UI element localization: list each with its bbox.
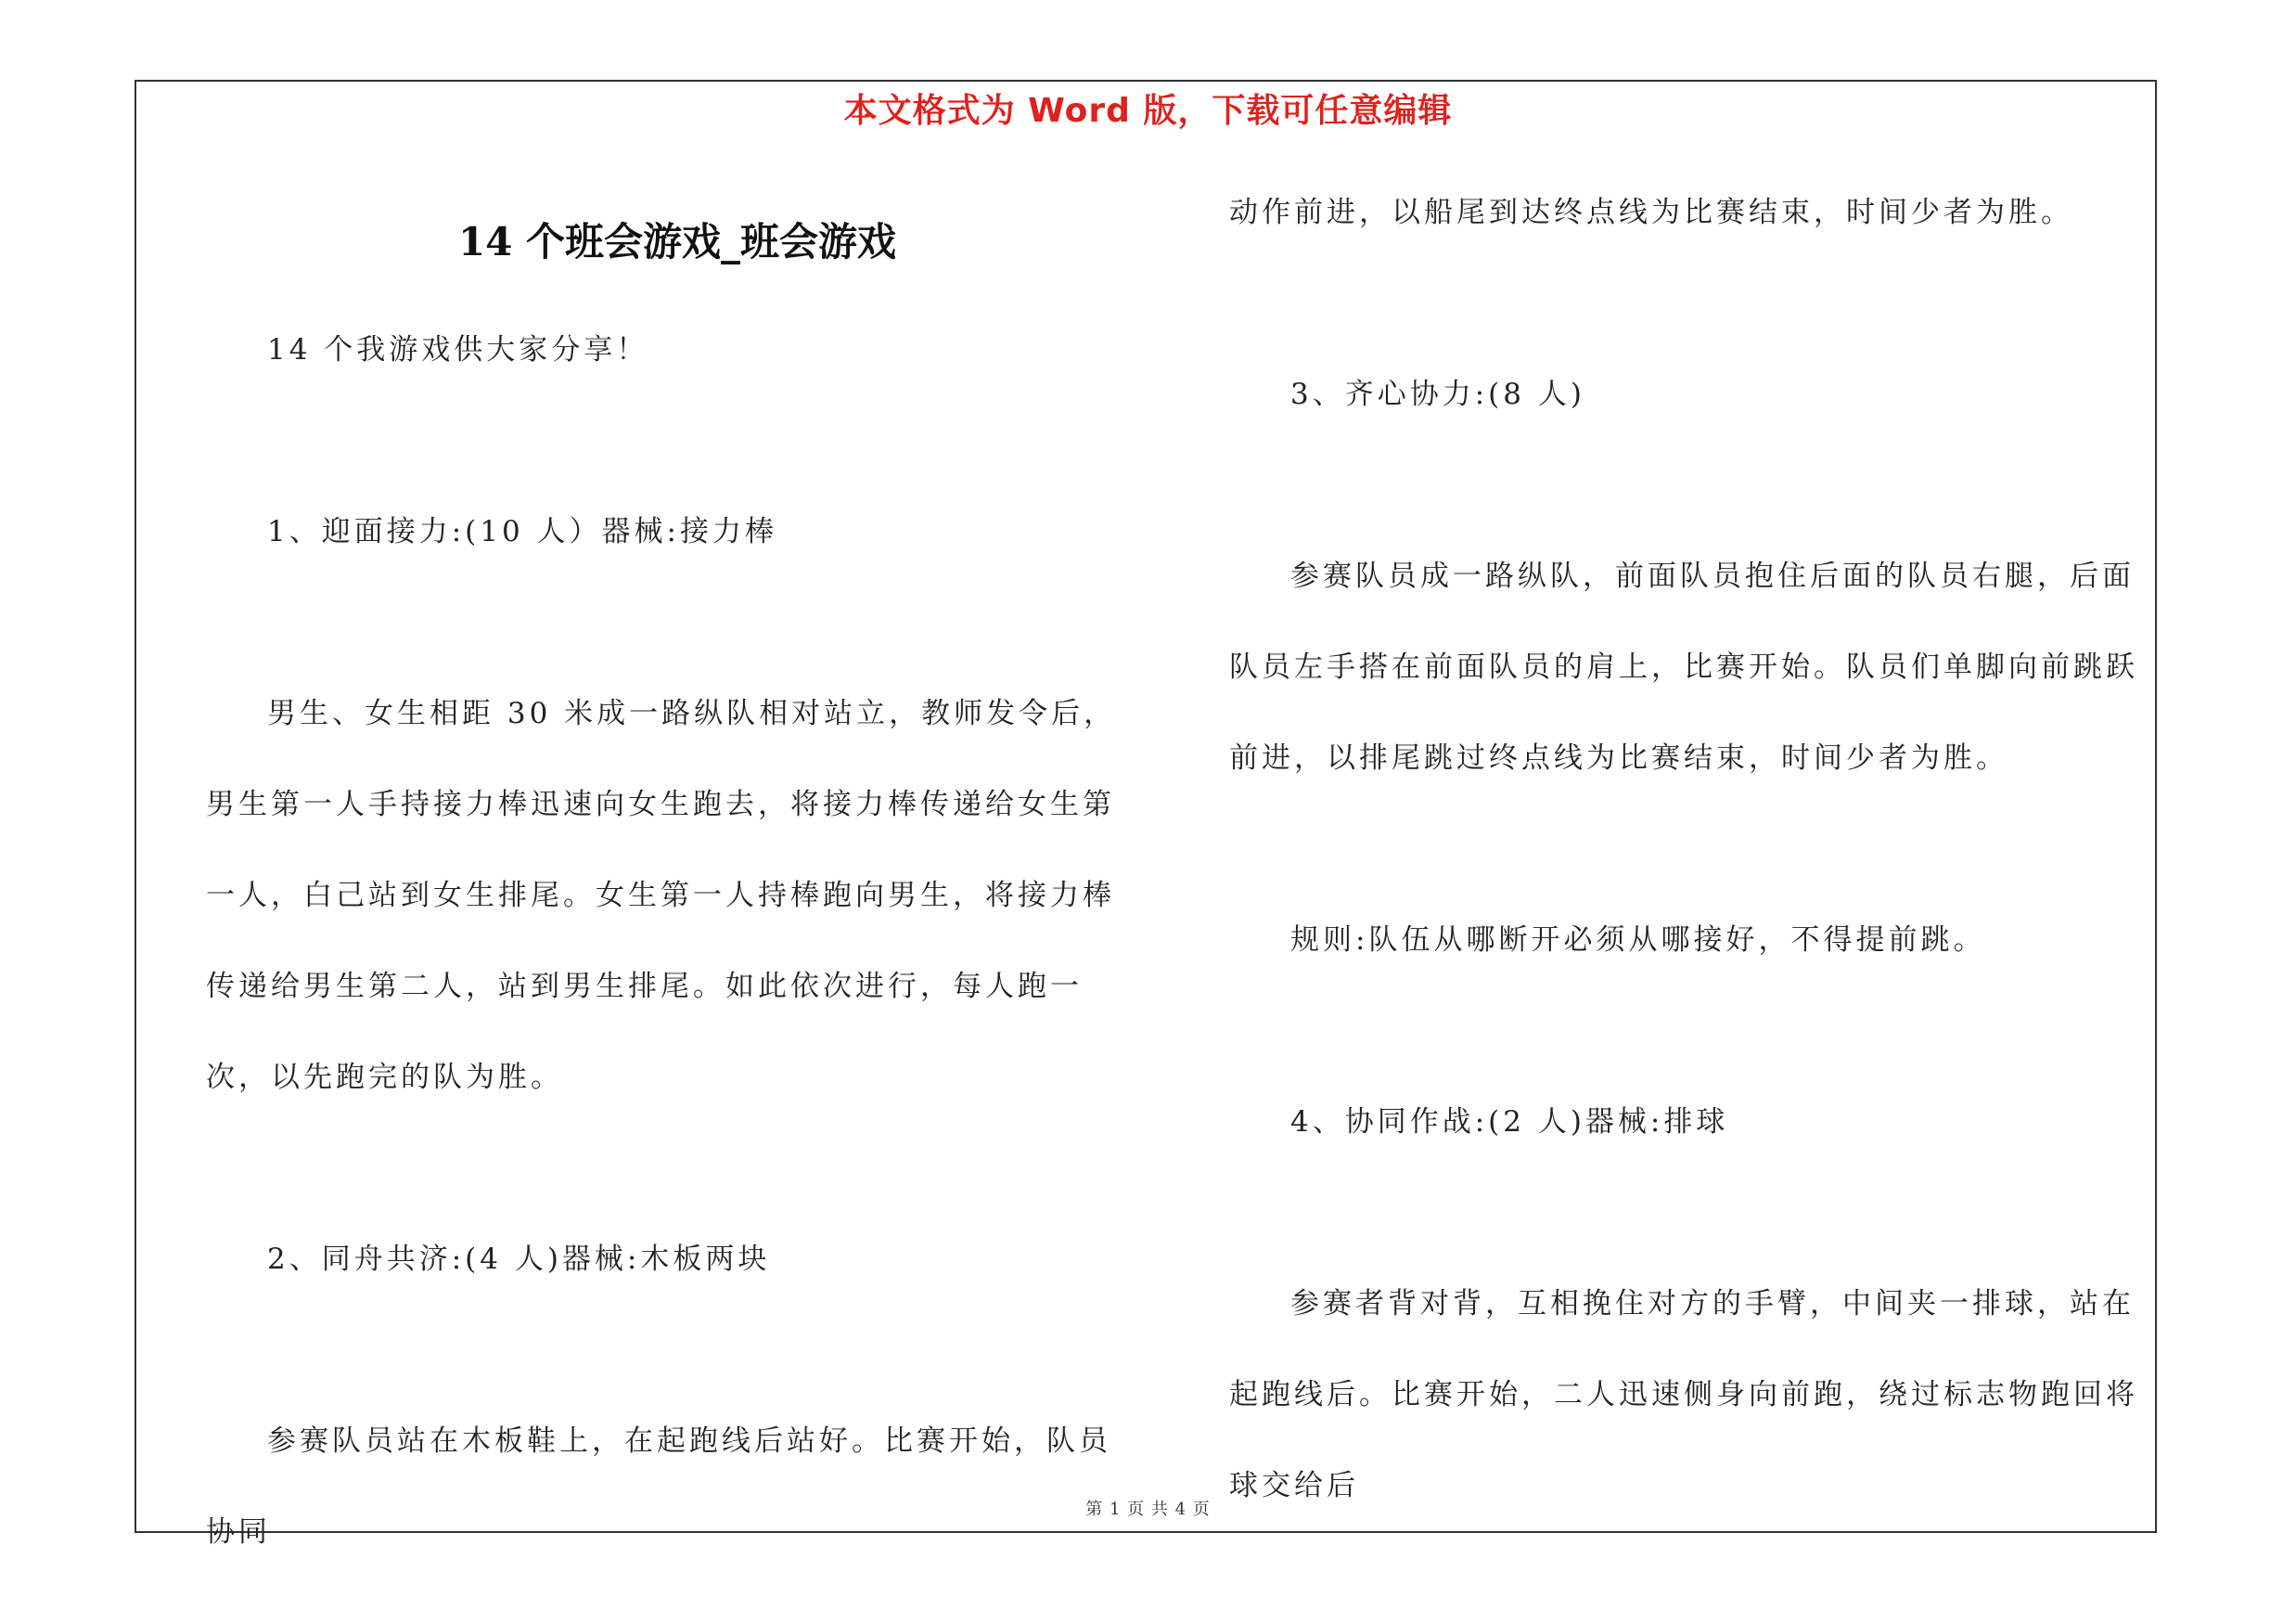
game-1-body: 男生、女生相距 30 米成一路纵队相对站立，教师发令后，男生第一人手持接力棒迅速向女生跑去，将接力棒传递给女生第一人，白己站到女生排尾。女生第一人持棒跑向男生，将接力棒传递给男生第二人，站到男生排尾。如此依次进行，每人跑一次，以先跑完的队为胜。 bbox=[206, 697, 1117, 1094]
game-4-heading: 4、协同作战:(2 人)器械:排球 bbox=[1290, 1105, 1729, 1139]
right-column bbox=[1229, 167, 2157, 1531]
intro-paragraph: 14 个我游戏供大家分享！ bbox=[267, 333, 649, 367]
left-column bbox=[206, 304, 1134, 1578]
page-number-footer: 第 1 页 共 4 页 bbox=[1085, 1500, 1211, 1519]
game-2-body: 参赛队员站在木板鞋上，在起跑线后站好。比赛开始，队员协同 bbox=[206, 1424, 1111, 1549]
game-2-body-continued: 动作前进，以船尾到达终点线为比赛结束，时间少者为胜。 bbox=[1229, 196, 2073, 229]
editable-banner: 本文格式为 Word 版，下载可任意编辑 bbox=[843, 92, 1453, 130]
game-3-heading: 3、齐心协力:(8 人) bbox=[1290, 378, 1585, 411]
game-1-heading: 1、迎面接力:(10 人）器械:接力棒 bbox=[267, 515, 778, 548]
document-title: 14 个班会游戏_班会游戏 bbox=[457, 219, 897, 264]
game-3-rule: 规则:队伍从哪断开必须从哪接好，不得提前跳。 bbox=[1290, 923, 1986, 957]
game-4-body: 参赛者背对背，互相挽住对方的手臂，中间夹一排球，站在起跑线后。比赛开始，二人迅速侧身向前跑，绕过标志物跑回将球交给后 bbox=[1229, 1287, 2138, 1502]
game-3-body: 参赛队员成一路纵队，前面队员抱住后面的队员右腿，后面队员左手搭在前面队员的肩上，比赛开始。队员们单脚向前跳跃前进，以排尾跳过终点线为比赛结束，时间少者为胜。 bbox=[1229, 560, 2138, 775]
game-2-heading: 2、同舟共济:(4 人)器械:木板两块 bbox=[267, 1243, 771, 1276]
